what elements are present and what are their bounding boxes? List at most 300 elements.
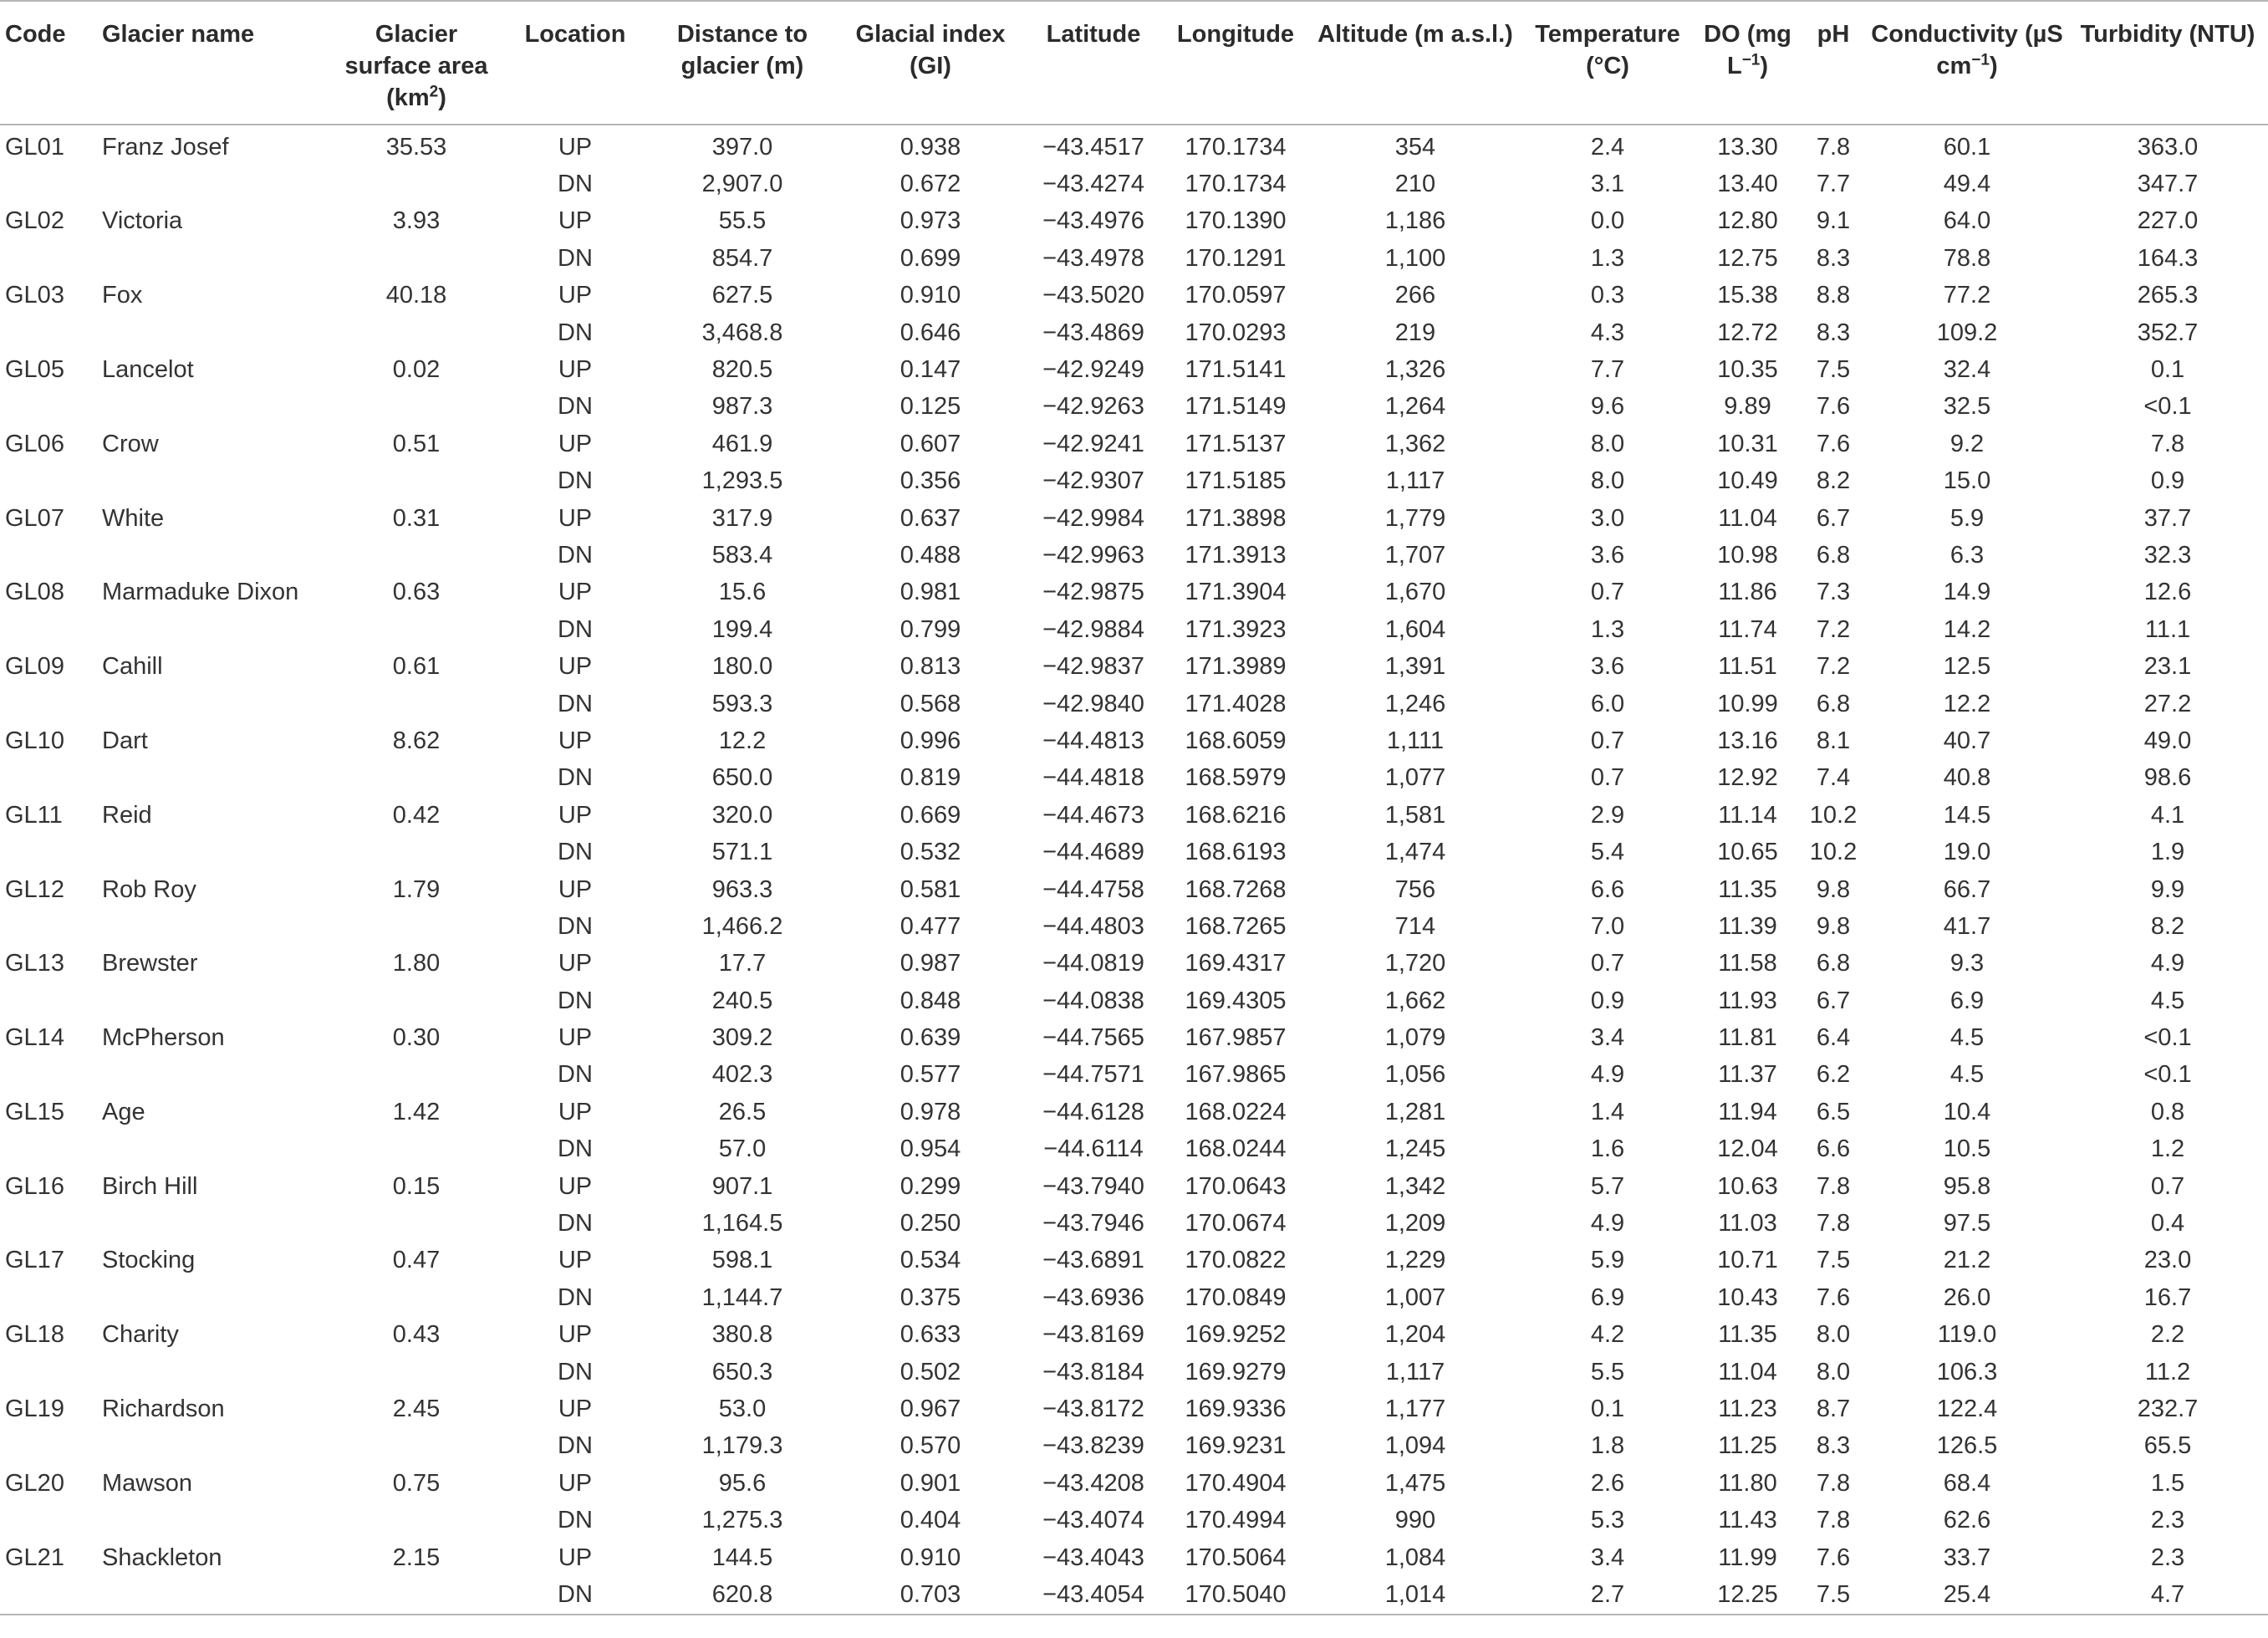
cell-latitude: −43.7946: [1042, 1210, 1144, 1237]
cell-temperature: 8.0: [1590, 430, 1625, 457]
cell-glacial-index: 0.502: [900, 1358, 961, 1385]
cell-location: DN: [558, 615, 593, 643]
table-row: [0, 1391, 2268, 1427]
cell-longitude: 170.1291: [1185, 244, 1287, 272]
cell-distance: 199.4: [711, 615, 773, 643]
cell-longitude: 170.5040: [1160, 1576, 1311, 1614]
cell-surface-area: [333, 760, 500, 797]
cell-distance: 317.9: [711, 504, 773, 532]
cell-distance: 583.4: [711, 541, 773, 569]
cell-surface-area: 1.80: [392, 950, 441, 977]
cell-do: 13.30: [1717, 133, 1778, 161]
cell-glacial-index: 0.938: [900, 133, 961, 161]
cell-turbidity: 27.2: [2143, 690, 2192, 717]
cell-location: UP: [558, 653, 593, 681]
table-row: [0, 1205, 2268, 1242]
cell-turbidity: 11.2: [2144, 1358, 2191, 1385]
cell-temperature: 7.7: [1590, 356, 1625, 384]
cell-turbidity: 9.9: [2150, 875, 2185, 903]
cell-do: 11.86: [1718, 579, 1777, 606]
cell-glacier-name: [90, 1502, 333, 1538]
cell-latitude: −42.9875: [1042, 579, 1144, 606]
cell-glacial-index: 0.356: [900, 467, 961, 495]
cell-location: UP: [558, 1544, 593, 1571]
cell-glacier-name: McPherson: [102, 1024, 225, 1052]
cell-location: DN: [558, 1210, 593, 1237]
cell-location: DN: [500, 1576, 650, 1614]
header-do-text: DO (mg L: [1704, 21, 1791, 79]
cell-altitude: 1,342: [1384, 1172, 1446, 1200]
cell-ph: 9.8: [1816, 912, 1851, 940]
cell-glacial-index: 0.910: [900, 1544, 961, 1571]
cell-turbidity: 37.7: [2143, 504, 2192, 532]
cell-latitude: −44.7565: [1042, 1024, 1144, 1052]
cell-conductivity: 32.4: [1943, 356, 1991, 384]
cell-surface-area: 0.30: [392, 1024, 441, 1052]
cell-latitude: −43.8184: [1042, 1358, 1144, 1385]
cell-distance: 963.3: [711, 875, 773, 903]
cell-longitude: 170.0597: [1185, 282, 1287, 309]
cell-distance: 380.8: [711, 1321, 773, 1349]
cell-conductivity: 60.1: [1943, 133, 1991, 161]
cell-latitude: −42.9984: [1042, 504, 1144, 532]
table-row: [0, 278, 2268, 314]
cell-turbidity: 1.5: [2150, 1469, 2185, 1497]
cell-glacial-index: 0.703: [834, 1576, 1027, 1614]
cell-latitude: −44.6114: [1043, 1135, 1144, 1163]
cell-altitude: 1,245: [1384, 1135, 1446, 1163]
cell-turbidity: 65.5: [2143, 1432, 2192, 1460]
cell-distance: 320.0: [711, 801, 773, 829]
cell-ph: 6.7: [1816, 987, 1851, 1014]
cell-temperature: 3.4: [1590, 1544, 1625, 1571]
cell-code: [0, 1576, 90, 1614]
cell-glacial-index: 0.125: [900, 393, 961, 421]
cell-turbidity: 23.0: [2143, 1247, 2192, 1274]
cell-glacial-index: 0.646: [900, 319, 961, 346]
cell-distance: 598.1: [711, 1247, 773, 1274]
cell-glacial-index: 0.799: [900, 615, 961, 643]
cell-distance: 1,164.5: [701, 1210, 783, 1237]
cell-surface-area: 0.42: [392, 801, 441, 829]
cell-code: [0, 982, 90, 1019]
cell-altitude: 1,111: [1386, 727, 1445, 754]
cell-glacier-name: Richardson: [102, 1395, 225, 1422]
cell-do: 11.43: [1718, 1507, 1777, 1534]
cell-longitude: 170.4994: [1185, 1507, 1287, 1534]
cell-ph: 8.3: [1816, 1432, 1851, 1460]
header-turbidity: Turbidity (NTU): [2067, 1, 2268, 125]
cell-temperature: 8.0: [1590, 467, 1625, 495]
cell-latitude: −44.6128: [1042, 1098, 1144, 1125]
header-cond-close: ): [1989, 53, 1998, 79]
cell-temperature: 0.9: [1590, 987, 1625, 1014]
cell-temperature: 4.9: [1590, 1061, 1625, 1089]
cell-glacier-name: Reid: [102, 801, 152, 829]
cell-conductivity: 15.0: [1943, 467, 1991, 495]
cell-code: GL13: [5, 950, 64, 977]
cell-conductivity: 25.4: [1867, 1576, 2067, 1614]
cell-altitude: 1,014: [1311, 1576, 1520, 1614]
cell-altitude: 219: [1394, 319, 1436, 346]
cell-glacial-index: 0.568: [900, 690, 961, 717]
cell-latitude: −43.4054: [1027, 1576, 1160, 1614]
cell-code: GL12: [5, 875, 64, 903]
cell-temperature: 2.9: [1590, 801, 1625, 829]
header-area-text: Glacier surface area (km: [344, 21, 488, 111]
cell-glacial-index: 0.570: [900, 1432, 961, 1460]
header-area-superscript: 2: [429, 83, 439, 101]
header-temperature: Temperature (°C): [1520, 1, 1695, 125]
cell-temperature: 2.7: [1520, 1576, 1695, 1614]
cell-ph: 8.1: [1816, 727, 1851, 754]
table-row: [0, 389, 2268, 426]
cell-surface-area: 0.51: [392, 430, 441, 457]
cell-altitude: 1,077: [1384, 764, 1446, 792]
cell-do: 11.14: [1718, 801, 1777, 829]
cell-longitude: 170.4904: [1185, 1469, 1287, 1497]
cell-temperature: 0.7: [1590, 764, 1625, 792]
cell-ph: 10.2: [1809, 801, 1858, 829]
cell-distance: 180.0: [711, 653, 773, 681]
cell-conductivity: 78.8: [1943, 244, 1991, 272]
cell-ph: 8.7: [1816, 1395, 1851, 1422]
cell-longitude: 169.4305: [1185, 987, 1287, 1014]
cell-do: 10.98: [1717, 541, 1778, 569]
table-row: [0, 463, 2268, 500]
header-latitude: Latitude: [1027, 1, 1160, 125]
cell-distance: 2,907.0: [701, 171, 783, 198]
cell-temperature: 3.0: [1590, 504, 1625, 532]
table-row: [0, 722, 2268, 759]
cell-glacier-name: Marmaduke Dixon: [102, 579, 299, 606]
cell-do: 12.04: [1717, 1135, 1778, 1163]
cell-glacier-name: Lancelot: [102, 356, 194, 384]
cell-glacial-index: 0.813: [900, 653, 961, 681]
cell-code: GL20: [5, 1469, 64, 1497]
cell-altitude: 1,229: [1384, 1247, 1446, 1274]
cell-ph: 7.8: [1816, 1172, 1851, 1200]
cell-ph: 7.8: [1816, 1507, 1851, 1534]
cell-turbidity: 352.7: [2137, 319, 2199, 346]
header-altitude: Altitude (m a.s.l.): [1311, 1, 1520, 125]
cell-altitude: 1,391: [1384, 653, 1446, 681]
cell-conductivity: 9.3: [1949, 950, 1985, 977]
cell-conductivity: 6.3: [1949, 541, 1985, 569]
cell-glacier-name: [90, 760, 333, 797]
cell-code: [0, 611, 90, 648]
cell-altitude: 1,779: [1384, 504, 1446, 532]
cell-distance: 53.0: [718, 1395, 767, 1422]
cell-longitude: 171.5149: [1185, 393, 1287, 421]
cell-do: 12.92: [1717, 764, 1778, 792]
header-do-superscript: −1: [1741, 51, 1761, 69]
cell-distance: 95.6: [718, 1469, 767, 1497]
cell-distance: 627.5: [711, 282, 773, 309]
table-row: [0, 1502, 2268, 1538]
cell-latitude: −43.4274: [1042, 171, 1144, 198]
cell-turbidity: 347.7: [2137, 171, 2199, 198]
cell-glacial-index: 0.488: [900, 541, 961, 569]
cell-surface-area: 0.61: [392, 653, 441, 681]
cell-do: 11.35: [1718, 875, 1777, 903]
cell-glacier-name: [90, 166, 333, 202]
cell-do: 12.25: [1695, 1576, 1800, 1614]
cell-conductivity: 12.5: [1943, 653, 1991, 681]
cell-turbidity: <0.1: [2143, 1024, 2192, 1052]
table-row: [0, 1428, 2268, 1465]
cell-altitude: 1,079: [1384, 1024, 1446, 1052]
cell-surface-area: [333, 537, 500, 574]
cell-surface-area: 0.75: [392, 1469, 441, 1497]
cell-conductivity: 12.2: [1943, 690, 1991, 717]
table-row: [0, 611, 2268, 648]
cell-turbidity: 16.7: [2143, 1283, 2192, 1311]
cell-code: GL08: [5, 579, 64, 606]
cell-glacier-name: [90, 1205, 333, 1242]
cell-do: 13.40: [1717, 171, 1778, 198]
cell-glacier-name: [90, 463, 333, 500]
cell-longitude: 167.9865: [1185, 1061, 1287, 1089]
cell-do: 12.75: [1717, 244, 1778, 272]
cell-location: DN: [558, 1432, 593, 1460]
cell-longitude: 168.6216: [1185, 801, 1287, 829]
cell-glacial-index: 0.637: [900, 504, 961, 532]
cell-turbidity: 4.7: [2067, 1576, 2268, 1614]
cell-glacier-name: [90, 314, 333, 351]
cell-do: 15.38: [1717, 282, 1778, 309]
cell-altitude: 1,209: [1384, 1210, 1446, 1237]
cell-temperature: 0.0: [1590, 207, 1625, 235]
cell-ph: 9.8: [1816, 875, 1851, 903]
cell-conductivity: 66.7: [1943, 875, 1991, 903]
cell-turbidity: 2.3: [2150, 1544, 2185, 1571]
cell-ph: 7.6: [1816, 393, 1851, 421]
cell-do: 10.35: [1717, 356, 1778, 384]
cell-longitude: 171.3989: [1185, 653, 1287, 681]
cell-conductivity: 97.5: [1943, 1210, 1991, 1237]
cell-longitude: 170.0643: [1185, 1172, 1287, 1200]
cell-glacier-name: Fox: [102, 282, 143, 309]
cell-surface-area: [333, 1279, 500, 1316]
cell-surface-area: 0.43: [392, 1321, 441, 1349]
cell-code: GL21: [5, 1544, 64, 1571]
cell-longitude: 171.3913: [1185, 541, 1287, 569]
cell-distance: 144.5: [711, 1544, 773, 1571]
cell-glacial-index: 0.639: [900, 1024, 961, 1052]
table-row: [0, 834, 2268, 870]
cell-altitude: 1,670: [1384, 579, 1446, 606]
cell-longitude: 168.7268: [1185, 875, 1287, 903]
cell-temperature: 0.7: [1590, 727, 1625, 754]
cell-surface-area: [333, 166, 500, 202]
cell-ph: 8.3: [1816, 244, 1851, 272]
cell-location: UP: [558, 504, 593, 532]
cell-code: GL01: [5, 133, 64, 161]
cell-location: UP: [558, 430, 593, 457]
cell-distance: 987.3: [711, 393, 773, 421]
cell-do: 10.65: [1717, 839, 1778, 866]
cell-latitude: −43.4517: [1042, 133, 1144, 161]
cell-do: 11.25: [1718, 1432, 1777, 1460]
cell-longitude: 170.1734: [1185, 171, 1287, 198]
cell-distance: 402.3: [711, 1061, 773, 1089]
cell-distance: 57.0: [718, 1135, 767, 1163]
cell-conductivity: 95.8: [1943, 1172, 1991, 1200]
cell-turbidity: <0.1: [2143, 393, 2192, 421]
cell-distance: 461.9: [711, 430, 773, 457]
cell-glacial-index: 0.901: [900, 1469, 961, 1497]
cell-turbidity: 98.6: [2143, 764, 2192, 792]
cell-ph: 7.2: [1816, 615, 1851, 643]
cell-surface-area: 0.31: [392, 504, 441, 532]
cell-do: 11.80: [1718, 1469, 1777, 1497]
cell-glacial-index: 0.477: [900, 912, 961, 940]
cell-latitude: −44.4803: [1042, 912, 1144, 940]
cell-glacial-index: 0.633: [900, 1321, 961, 1349]
cell-glacial-index: 0.404: [900, 1507, 961, 1534]
cell-distance: 650.3: [711, 1358, 773, 1385]
cell-code: GL16: [5, 1172, 64, 1200]
cell-do: 11.81: [1718, 1024, 1777, 1052]
cell-temperature: 3.1: [1590, 171, 1625, 198]
cell-altitude: 1,094: [1384, 1432, 1446, 1460]
cell-code: GL17: [5, 1247, 64, 1274]
cell-glacier-name: Victoria: [102, 207, 183, 235]
cell-location: UP: [558, 950, 593, 977]
cell-location: UP: [558, 1172, 593, 1200]
cell-temperature: 5.7: [1590, 1172, 1625, 1200]
cell-code: [0, 834, 90, 870]
cell-do: 11.99: [1718, 1544, 1777, 1571]
cell-longitude: 171.3923: [1185, 615, 1287, 643]
cell-longitude: 168.0224: [1185, 1098, 1287, 1125]
cell-altitude: 1,281: [1384, 1098, 1446, 1125]
cell-code: [0, 166, 90, 202]
cell-altitude: 714: [1394, 912, 1436, 940]
cell-latitude: −43.8169: [1042, 1321, 1144, 1349]
cell-turbidity: 23.1: [2143, 653, 2192, 681]
cell-surface-area: [333, 686, 500, 722]
cell-conductivity: 4.5: [1949, 1024, 1985, 1052]
header-longitude: Longitude: [1160, 1, 1311, 125]
cell-ph: 10.2: [1809, 839, 1858, 866]
table-header: [0, 1, 2268, 125]
cell-temperature: 3.4: [1590, 1024, 1625, 1052]
cell-conductivity: 122.4: [1936, 1395, 1998, 1422]
table-row: [0, 1317, 2268, 1354]
cell-glacial-index: 0.954: [900, 1135, 961, 1163]
table-row: [0, 1354, 2268, 1391]
cell-temperature: 0.7: [1590, 950, 1625, 977]
cell-temperature: 2.6: [1590, 1469, 1625, 1497]
header-glacier-name: Glacier name: [90, 1, 333, 125]
cell-surface-area: 1.79: [392, 875, 441, 903]
table-row: [0, 240, 2268, 277]
cell-temperature: 1.3: [1590, 615, 1625, 643]
cell-location: DN: [558, 393, 593, 421]
cell-conductivity: 77.2: [1943, 282, 1991, 309]
cell-surface-area: 3.93: [392, 207, 441, 235]
cell-temperature: 7.0: [1590, 912, 1625, 940]
table-row: [0, 426, 2268, 462]
cell-turbidity: 8.2: [2150, 912, 2185, 940]
cell-distance: 15.6: [718, 579, 767, 606]
cell-ph: 6.8: [1816, 950, 1851, 977]
cell-turbidity: 32.3: [2143, 541, 2192, 569]
cell-ph: 7.8: [1816, 1469, 1851, 1497]
cell-surface-area: 2.15: [392, 1544, 441, 1571]
cell-latitude: −44.0819: [1042, 950, 1144, 977]
cell-latitude: −43.4978: [1042, 244, 1144, 272]
cell-ph: 7.6: [1816, 1544, 1851, 1571]
cell-surface-area: [333, 834, 500, 870]
cell-latitude: −43.5020: [1042, 282, 1144, 309]
cell-temperature: 5.4: [1590, 839, 1625, 866]
cell-turbidity: 363.0: [2137, 133, 2199, 161]
cell-conductivity: 32.5: [1943, 393, 1991, 421]
cell-location: UP: [558, 579, 593, 606]
table-row: [0, 125, 2268, 166]
cell-glacier-name: Cahill: [102, 653, 163, 681]
cell-location: UP: [558, 282, 593, 309]
cell-surface-area: [333, 1131, 500, 1168]
cell-location: UP: [558, 1098, 593, 1125]
cell-turbidity: 232.7: [2137, 1395, 2199, 1422]
cell-code: [0, 1205, 90, 1242]
cell-ph: 8.8: [1816, 282, 1851, 309]
cell-conductivity: 41.7: [1943, 912, 1991, 940]
cell-code: [0, 240, 90, 277]
cell-altitude: 1,475: [1384, 1469, 1446, 1497]
cell-turbidity: 4.5: [2150, 987, 2185, 1014]
cell-do: 12.72: [1717, 319, 1778, 346]
cell-longitude: 169.9279: [1185, 1358, 1287, 1385]
cell-location: DN: [558, 764, 593, 792]
cell-glacier-name: White: [102, 504, 165, 532]
cell-longitude: 170.0674: [1185, 1210, 1287, 1237]
cell-glacier-name: Birch Hill: [102, 1172, 198, 1200]
cell-glacier-name: Crow: [102, 430, 159, 457]
cell-latitude: −43.6891: [1042, 1247, 1144, 1274]
cell-ph: 8.0: [1816, 1358, 1851, 1385]
cell-conductivity: 10.5: [1943, 1135, 1991, 1163]
cell-do: 11.93: [1718, 987, 1777, 1014]
cell-ph: 8.2: [1816, 467, 1851, 495]
cell-location: UP: [558, 207, 593, 235]
cell-glacier-name: Dart: [102, 727, 148, 754]
cell-longitude: 171.5141: [1185, 356, 1287, 384]
cell-do: 11.58: [1718, 950, 1777, 977]
cell-do: 11.37: [1718, 1061, 1777, 1089]
cell-location: DN: [558, 319, 593, 346]
cell-turbidity: 164.3: [2137, 244, 2199, 272]
table-row: [0, 351, 2268, 388]
cell-altitude: 210: [1394, 171, 1436, 198]
cell-altitude: 1,720: [1384, 950, 1446, 977]
cell-surface-area: 40.18: [385, 282, 447, 309]
cell-surface-area: 0.47: [392, 1247, 441, 1274]
cell-ph: 7.7: [1816, 171, 1851, 198]
cell-latitude: −43.4043: [1042, 1544, 1144, 1571]
cell-code: [0, 389, 90, 426]
cell-latitude: −43.4976: [1042, 207, 1144, 235]
cell-location: UP: [558, 1024, 593, 1052]
cell-glacier-name: [90, 982, 333, 1019]
cell-latitude: −44.4758: [1042, 875, 1144, 903]
cell-ph: 7.8: [1816, 1210, 1851, 1237]
cell-glacier-name: [90, 834, 333, 870]
